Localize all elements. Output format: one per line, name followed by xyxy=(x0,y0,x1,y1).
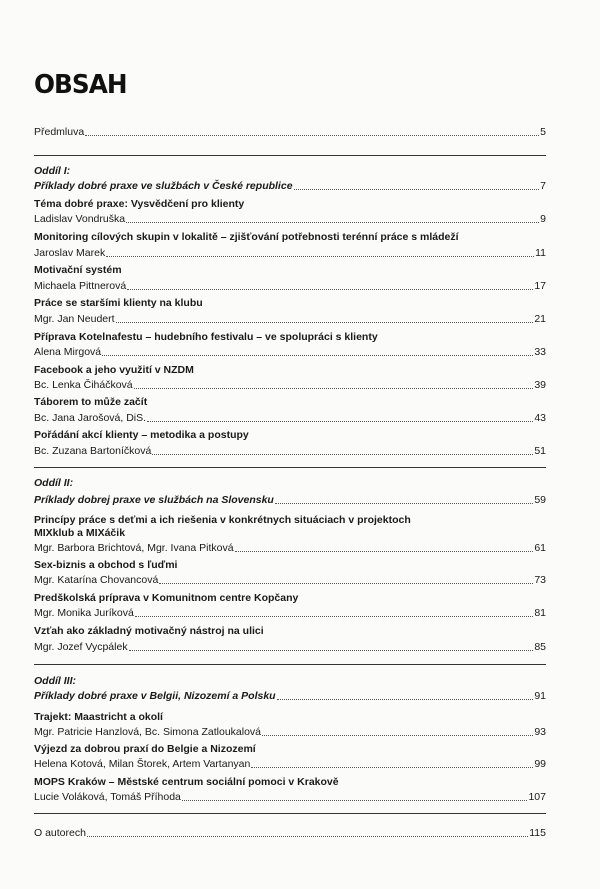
entry-title-cont: MIXklub a MIXáčik xyxy=(34,527,126,539)
toc-entry[interactable] xyxy=(34,607,546,620)
entry-authors: Bc. Zuzana Bartoníčková xyxy=(34,445,152,457)
dot-leader xyxy=(87,836,528,837)
dot-leader xyxy=(135,616,534,617)
dot-leader xyxy=(182,800,528,801)
page-number: 99 xyxy=(534,758,546,770)
toc-section-2[interactable] xyxy=(34,494,546,507)
toc-entry-authors[interactable] xyxy=(34,827,546,840)
toc-entry[interactable] xyxy=(34,758,546,771)
toc-entry[interactable] xyxy=(34,641,546,654)
entry-title: Motivační systém xyxy=(34,264,122,276)
entry-title: MOPS Kraków – Městské centrum sociální pomoci v Krakově xyxy=(34,776,339,788)
section-label: Oddíl III: xyxy=(34,675,76,687)
section-label: Oddíl I: xyxy=(34,165,71,177)
entry-title: Příprava Kotelnafestu – hudebního festivalu – ve spolupráci s klienty xyxy=(34,331,378,343)
entry-authors: Jaroslav Marek xyxy=(34,247,106,259)
dot-leader xyxy=(277,699,534,700)
page-number: 61 xyxy=(534,542,546,554)
page-number: 81 xyxy=(534,607,546,619)
toc-section-3[interactable] xyxy=(34,690,546,703)
toc-section-1[interactable] xyxy=(34,180,546,193)
dot-leader xyxy=(129,650,534,651)
entry-title: Monitoring cílových skupin v lokalitě – zjišťování potřebnosti terénní práce s mládeží xyxy=(34,231,459,243)
page-number: 21 xyxy=(534,313,546,325)
toc-entry[interactable] xyxy=(34,412,546,425)
page-number: 115 xyxy=(529,827,546,839)
dot-leader xyxy=(262,735,533,736)
toc-entry[interactable] xyxy=(34,791,546,804)
entry-authors: Ladislav Vondruška xyxy=(34,213,126,225)
entry-authors: Mgr. Patricie Hanzlová, Bc. Simona Zatloukalová xyxy=(34,726,262,738)
dot-leader xyxy=(116,322,534,323)
toc-entry[interactable] xyxy=(34,346,546,359)
page-number: 39 xyxy=(534,379,546,391)
entry-title: Táborem to může začít xyxy=(34,396,148,408)
toc-entry[interactable] xyxy=(34,726,546,739)
dot-leader xyxy=(85,135,539,136)
toc-entry-preface[interactable] xyxy=(34,126,546,139)
entry-title: Princípy práce s deťmi a ich riešenia v konkrétnych situáciach v projektoch xyxy=(34,514,411,526)
toc-entry[interactable] xyxy=(34,313,546,326)
page-number: 9 xyxy=(540,213,546,225)
entry-title: Sex-biznis a obchod s ľuďmi xyxy=(34,559,178,571)
entry-title: Téma dobré praxe: Vysvědčení pro klienty xyxy=(34,198,245,210)
toc-entry[interactable] xyxy=(34,379,546,392)
page-number: 107 xyxy=(528,791,546,803)
dot-leader xyxy=(102,355,533,356)
dot-leader xyxy=(106,256,534,257)
toc-entry[interactable] xyxy=(34,574,546,587)
page-number: 7 xyxy=(540,180,546,192)
entry-authors: Bc. Lenka Čiháčková xyxy=(34,379,133,391)
toc-entry[interactable] xyxy=(34,542,546,555)
entry-title: Facebook a jeho využití v NZDM xyxy=(34,364,194,376)
entry-authors: Michaela Pittnerová xyxy=(34,280,127,292)
section-label: Oddíl II: xyxy=(34,477,74,489)
dot-leader xyxy=(235,551,534,552)
entry-authors: Lucie Voláková, Tomáš Příhoda xyxy=(34,791,181,803)
dot-leader xyxy=(127,289,533,290)
dot-leader xyxy=(275,503,533,504)
dot-leader xyxy=(294,189,540,190)
page-number: 59 xyxy=(534,494,546,506)
section-title: Příklady dobré praxe v Belgii, Nizozemí a Polsku xyxy=(34,690,276,702)
page-number: 73 xyxy=(534,574,546,586)
entry-authors: Bc. Jana Jarošová, DiS. xyxy=(34,412,147,424)
section-divider xyxy=(34,664,546,665)
page-number: 43 xyxy=(534,412,546,424)
entry-authors: Mgr. Jozef Vycpálek xyxy=(34,641,128,653)
entry-title: Výjezd za dobrou praxí do Belgie a Nizozemí xyxy=(34,743,256,755)
entry-title: Pořádání akcí klienty – metodika a postupy xyxy=(34,429,249,441)
entry-authors: Alena Mirgová xyxy=(34,346,102,358)
page-number: 17 xyxy=(534,280,546,292)
page-number: 51 xyxy=(534,445,546,457)
toc-entry[interactable] xyxy=(34,247,546,260)
section-title: Príklady dobrej praxe ve službách na Slovensku xyxy=(34,494,274,506)
entry-authors: Mgr. Monika Juríková xyxy=(34,607,134,619)
toc-entry[interactable] xyxy=(34,213,546,226)
dot-leader xyxy=(159,583,533,584)
entry-authors: Mgr. Katarína Chovancová xyxy=(34,574,159,586)
dot-leader xyxy=(134,388,534,389)
section-divider xyxy=(34,813,546,814)
dot-leader xyxy=(126,222,539,223)
entry-title: Předmluva xyxy=(34,126,85,138)
entry-title: O autorech xyxy=(34,827,86,839)
entry-authors: Helena Kotová, Milan Štorek, Artem Vartanyan xyxy=(34,758,251,770)
page-title: OBSAH xyxy=(34,70,127,100)
page-number: 5 xyxy=(540,126,546,138)
toc-entry[interactable] xyxy=(34,280,546,293)
page-number: 85 xyxy=(534,641,546,653)
page-number: 91 xyxy=(534,690,546,702)
entry-title: Práce se staršími klienty na klubu xyxy=(34,297,203,309)
section-divider xyxy=(34,155,546,156)
page-number: 33 xyxy=(534,346,546,358)
entry-title: Vzťah ako základný motivačný nástroj na ulici xyxy=(34,625,264,637)
entry-authors: Mgr. Jan Neudert xyxy=(34,313,115,325)
entry-title: Predškolská príprava v Komunitnom centre Kopčany xyxy=(34,592,299,604)
dot-leader xyxy=(251,767,533,768)
entry-authors: Mgr. Barbora Brichtová, Mgr. Ivana Pitková xyxy=(34,542,234,554)
page-number: 11 xyxy=(535,247,546,259)
dot-leader xyxy=(147,421,533,422)
section-divider xyxy=(34,467,546,468)
dot-leader xyxy=(152,454,533,455)
toc-entry[interactable] xyxy=(34,445,546,458)
toc-page xyxy=(34,0,546,889)
page-number: 93 xyxy=(534,726,546,738)
entry-title: Trajekt: Maastricht a okolí xyxy=(34,711,163,723)
section-title: Příklady dobré praxe ve službách v České republice xyxy=(34,180,293,192)
